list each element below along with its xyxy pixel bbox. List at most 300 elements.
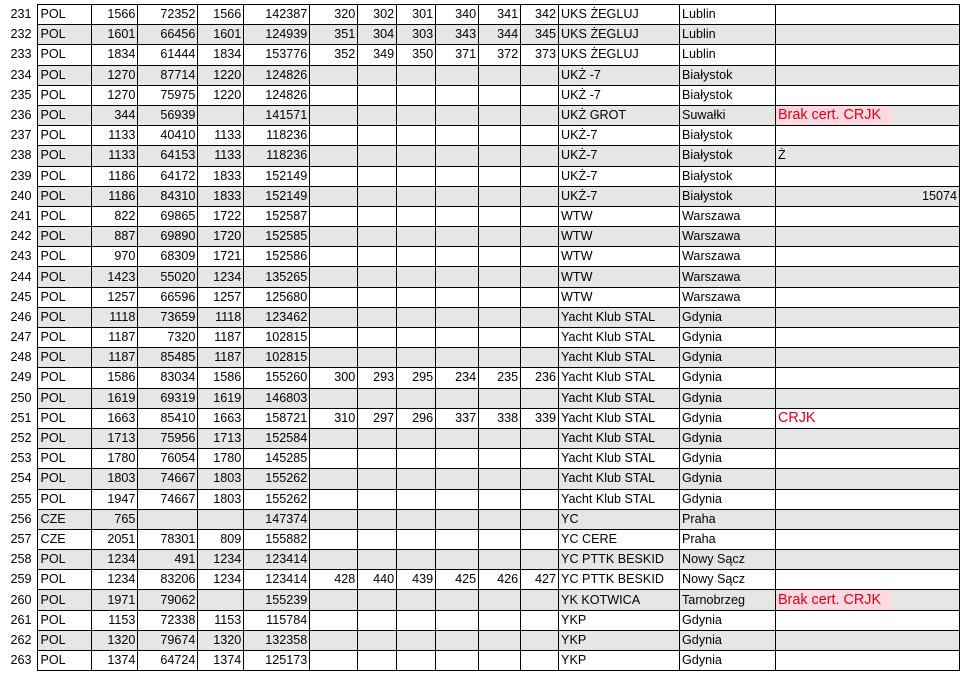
cell-number-d: 155882 (244, 529, 310, 549)
cell-note (775, 348, 891, 368)
cell-number-a: 1133 (92, 146, 138, 166)
cell-val-3 (397, 267, 436, 287)
cell-val-1 (310, 206, 358, 226)
cell-val-3 (397, 206, 436, 226)
cell-val-4 (436, 126, 479, 146)
cell-val-3 (397, 166, 436, 186)
cell-val-6 (521, 287, 559, 307)
cell-number-d: 147374 (244, 509, 310, 529)
cell-country: POL (38, 651, 92, 671)
cell-number-b: 491 (138, 550, 198, 570)
cell-country: POL (38, 307, 92, 327)
cell-number-c: 1803 (198, 489, 244, 509)
cell-val-6: 236 (521, 368, 559, 388)
table-row (0, 550, 960, 570)
table-row (0, 449, 960, 469)
cell-number-d: 152587 (244, 206, 310, 226)
cell-val-3: 303 (397, 25, 436, 45)
cell-number-d: 125173 (244, 651, 310, 671)
cell-city: Gdynia (680, 368, 776, 388)
cell-val-1: 352 (310, 45, 358, 65)
cell-number-c: 1713 (198, 428, 244, 448)
cell-number-c: 1220 (198, 65, 244, 85)
cell-club: YC PTTK BESKID (559, 550, 680, 570)
table-row (0, 267, 960, 287)
cell-val-2 (358, 630, 397, 650)
cell-val-4: 425 (436, 570, 479, 590)
cell-note (775, 85, 891, 105)
cell-val-5: 344 (479, 25, 521, 45)
table-row (0, 348, 960, 368)
cell-club: UKŻ GROT (559, 105, 680, 125)
cell-number-c: 1220 (198, 85, 244, 105)
cell-val-4 (436, 388, 479, 408)
cell-city: Gdynia (680, 610, 776, 630)
cell-val-4: 337 (436, 408, 479, 428)
cell-val-3 (397, 328, 436, 348)
cell-val-4 (436, 227, 479, 247)
cell-extra (891, 368, 959, 388)
cell-note (775, 267, 891, 287)
cell-number-a: 1803 (92, 469, 138, 489)
cell-club: Yacht Klub STAL (559, 388, 680, 408)
cell-val-5 (479, 186, 521, 206)
cell-number-d: 123462 (244, 307, 310, 327)
cell-val-4: 340 (436, 5, 479, 25)
cell-number-a: 1780 (92, 449, 138, 469)
cell-val-1 (310, 247, 358, 267)
row-number: 239 (10, 168, 32, 183)
cell-number-d: 123414 (244, 570, 310, 590)
cell-country: POL (38, 428, 92, 448)
cell-note: Brak cert. CRJK (775, 105, 891, 125)
cell-val-4 (436, 105, 479, 125)
cell-val-2 (358, 388, 397, 408)
cell-extra (891, 105, 959, 125)
cell-val-5 (479, 166, 521, 186)
cell-country: POL (38, 25, 92, 45)
cell-city: Nowy Sącz (680, 550, 776, 570)
cell-note (775, 651, 891, 671)
cell-val-3 (397, 186, 436, 206)
cell-val-6 (521, 85, 559, 105)
cell-val-1: 300 (310, 368, 358, 388)
cell-club: Yacht Klub STAL (559, 348, 680, 368)
cell-country: POL (38, 45, 92, 65)
row-number: 245 (10, 289, 32, 304)
cell-val-4: 371 (436, 45, 479, 65)
cell-val-5 (479, 307, 521, 327)
row-number: 237 (10, 128, 32, 143)
cell-val-3 (397, 227, 436, 247)
cell-number-c: 1586 (198, 368, 244, 388)
cell-number-b: 69319 (138, 388, 198, 408)
cell-number-b: 85485 (138, 348, 198, 368)
cell-val-1 (310, 328, 358, 348)
cell-val-6 (521, 126, 559, 146)
cell-val-6 (521, 509, 559, 529)
cell-club: UKS ŻEGLUJ (559, 45, 680, 65)
cell-country: POL (38, 126, 92, 146)
cell-country: POL (38, 267, 92, 287)
cell-extra (891, 5, 959, 25)
table-row (0, 610, 960, 630)
cell-number-a: 1971 (92, 590, 138, 610)
cell-val-2 (358, 610, 397, 630)
cell-val-3 (397, 651, 436, 671)
row-number: 262 (10, 632, 32, 647)
cell-val-2 (358, 307, 397, 327)
cell-number-b: 64724 (138, 651, 198, 671)
cell-val-2 (358, 146, 397, 166)
cell-val-2 (358, 651, 397, 671)
cell-extra (891, 348, 959, 368)
cell-val-2 (358, 489, 397, 509)
cell-note (775, 166, 891, 186)
cell-val-2: 304 (358, 25, 397, 45)
cell-city: Białystok (680, 85, 776, 105)
cell-number-c: 1133 (198, 146, 244, 166)
cell-number-b: 68309 (138, 247, 198, 267)
cell-val-4 (436, 166, 479, 186)
cell-number-b: 61444 (138, 45, 198, 65)
cell-extra (891, 126, 959, 146)
cell-number-a: 1187 (92, 348, 138, 368)
cell-val-5: 426 (479, 570, 521, 590)
cell-club: Yacht Klub STAL (559, 489, 680, 509)
cell-country: POL (38, 227, 92, 247)
cell-extra (891, 287, 959, 307)
cell-country: POL (38, 610, 92, 630)
cell-val-6 (521, 186, 559, 206)
cell-val-1 (310, 126, 358, 146)
cell-val-4 (436, 328, 479, 348)
cell-number-c (198, 590, 244, 610)
cell-club: YKP (559, 630, 680, 650)
cell-number-d: 124826 (244, 65, 310, 85)
cell-val-6 (521, 206, 559, 226)
cell-extra (891, 247, 959, 267)
cell-city: Warszawa (680, 206, 776, 226)
table-row (0, 5, 960, 25)
cell-number-b: 66596 (138, 287, 198, 307)
cell-val-5 (479, 428, 521, 448)
row-number: 243 (10, 249, 32, 264)
cell-number-b: 74667 (138, 469, 198, 489)
cell-number-c: 1133 (198, 126, 244, 146)
cell-number-d: 152149 (244, 186, 310, 206)
cell-note (775, 186, 891, 206)
table-row (0, 529, 960, 549)
cell-number-b: 55020 (138, 267, 198, 287)
cell-note (775, 227, 891, 247)
cell-val-3 (397, 85, 436, 105)
cell-club: WTW (559, 267, 680, 287)
row-number: 241 (10, 208, 32, 223)
cell-val-1 (310, 428, 358, 448)
cell-val-1 (310, 449, 358, 469)
table-row (0, 85, 960, 105)
cell-number-d: 146803 (244, 388, 310, 408)
cell-val-3 (397, 65, 436, 85)
cell-number-b: 56939 (138, 105, 198, 125)
cell-val-6 (521, 590, 559, 610)
cell-note (775, 469, 891, 489)
cell-val-1 (310, 348, 358, 368)
cell-number-c: 1234 (198, 570, 244, 590)
cell-number-a: 1187 (92, 328, 138, 348)
cell-val-3 (397, 550, 436, 570)
table-row (0, 287, 960, 307)
cell-val-3 (397, 307, 436, 327)
cell-val-6 (521, 348, 559, 368)
cell-number-d: 158721 (244, 408, 310, 428)
cell-number-c: 1374 (198, 651, 244, 671)
cell-val-3 (397, 449, 436, 469)
cell-country: POL (38, 348, 92, 368)
cell-number-d: 102815 (244, 328, 310, 348)
cell-val-2: 293 (358, 368, 397, 388)
cell-city: Warszawa (680, 267, 776, 287)
cell-val-2 (358, 328, 397, 348)
cell-val-6 (521, 449, 559, 469)
cell-val-6 (521, 166, 559, 186)
cell-city: Gdynia (680, 469, 776, 489)
cell-val-6 (521, 227, 559, 247)
cell-val-4 (436, 348, 479, 368)
cell-val-4 (436, 610, 479, 630)
cell-val-1: 351 (310, 25, 358, 45)
cell-val-6 (521, 428, 559, 448)
row-number: 236 (10, 108, 32, 123)
table-row (0, 105, 960, 125)
cell-club: YC (559, 509, 680, 529)
cell-val-5 (479, 590, 521, 610)
cell-extra (891, 651, 959, 671)
cell-number-d: 141571 (244, 105, 310, 125)
cell-number-d: 152149 (244, 166, 310, 186)
table-row (0, 630, 960, 650)
cell-number-c: 1601 (198, 25, 244, 45)
cell-city: Warszawa (680, 227, 776, 247)
cell-val-2: 297 (358, 408, 397, 428)
row-number: 251 (10, 410, 32, 425)
cell-club: WTW (559, 247, 680, 267)
cell-val-5 (479, 65, 521, 85)
cell-country: POL (38, 550, 92, 570)
cell-country: POL (38, 105, 92, 125)
cell-val-5: 235 (479, 368, 521, 388)
cell-note (775, 630, 891, 650)
cell-val-5: 372 (479, 45, 521, 65)
cell-country: POL (38, 630, 92, 650)
cell-city: Gdynia (680, 307, 776, 327)
cell-country: POL (38, 449, 92, 469)
table-row (0, 509, 960, 529)
cell-extra (891, 227, 959, 247)
cell-val-3 (397, 469, 436, 489)
cell-note (775, 550, 891, 570)
table-row (0, 590, 960, 610)
cell-val-3: 301 (397, 5, 436, 25)
cell-extra (891, 25, 959, 45)
cell-extra (891, 630, 959, 650)
cell-club: Yacht Klub STAL (559, 307, 680, 327)
cell-city: Białystok (680, 186, 776, 206)
cell-val-4 (436, 449, 479, 469)
cell-number-a: 822 (92, 206, 138, 226)
cell-city: Białystok (680, 146, 776, 166)
cell-val-5 (479, 227, 521, 247)
cell-val-2: 302 (358, 5, 397, 25)
cell-number-c: 809 (198, 529, 244, 549)
cell-val-6 (521, 65, 559, 85)
cell-val-1 (310, 267, 358, 287)
cell-club: UKŻ-7 (559, 186, 680, 206)
cell-number-c: 1834 (198, 45, 244, 65)
table-row (0, 206, 960, 226)
cell-number-b: 79062 (138, 590, 198, 610)
cell-val-1 (310, 651, 358, 671)
cell-number-d: 132358 (244, 630, 310, 650)
cell-number-b: 84310 (138, 186, 198, 206)
cell-extra (891, 307, 959, 327)
cell-val-1: 320 (310, 5, 358, 25)
cell-note (775, 45, 891, 65)
cell-extra (891, 469, 959, 489)
cell-number-a: 1234 (92, 570, 138, 590)
cell-number-d: 145285 (244, 449, 310, 469)
cell-number-b: 69890 (138, 227, 198, 247)
cell-val-6: 345 (521, 25, 559, 45)
cell-number-b: 83034 (138, 368, 198, 388)
cell-number-c: 1833 (198, 166, 244, 186)
cell-val-1: 310 (310, 408, 358, 428)
cell-club: UKS ŻEGLUJ (559, 25, 680, 45)
cell-val-6 (521, 651, 559, 671)
cell-number-b: 72338 (138, 610, 198, 630)
cell-club: Yacht Klub STAL (559, 368, 680, 388)
cell-val-2 (358, 206, 397, 226)
cell-extra (891, 388, 959, 408)
cell-val-1 (310, 529, 358, 549)
cell-city: Warszawa (680, 247, 776, 267)
cell-note (775, 428, 891, 448)
cell-number-d: 124826 (244, 85, 310, 105)
cell-club: WTW (559, 206, 680, 226)
cell-number-c (198, 509, 244, 529)
cell-note (775, 206, 891, 226)
cell-val-2 (358, 105, 397, 125)
table-row (0, 570, 960, 590)
cell-number-c: 1234 (198, 550, 244, 570)
row-number: 233 (10, 47, 32, 62)
cell-number-a: 1713 (92, 428, 138, 448)
data-table (0, 4, 960, 671)
cell-val-2 (358, 267, 397, 287)
cell-val-6 (521, 247, 559, 267)
cell-number-c: 1118 (198, 307, 244, 327)
table-row (0, 146, 960, 166)
cell-number-d: 155260 (244, 368, 310, 388)
cell-country: POL (38, 489, 92, 509)
cell-val-2 (358, 247, 397, 267)
cell-val-5 (479, 85, 521, 105)
cell-val-5 (479, 529, 521, 549)
cell-val-4 (436, 247, 479, 267)
cell-val-4 (436, 307, 479, 327)
cell-val-2: 349 (358, 45, 397, 65)
cell-number-a: 1186 (92, 186, 138, 206)
row-number: 263 (10, 653, 32, 668)
cell-val-4 (436, 550, 479, 570)
cell-city: Nowy Sącz (680, 570, 776, 590)
cell-club: YC PTTK BESKID (559, 570, 680, 590)
cell-city: Gdynia (680, 328, 776, 348)
cell-club: WTW (559, 227, 680, 247)
cell-number-a: 1663 (92, 408, 138, 428)
row-number: 253 (10, 451, 32, 466)
cell-number-a: 1586 (92, 368, 138, 388)
cell-val-2 (358, 287, 397, 307)
cell-club: YC CERE (559, 529, 680, 549)
cell-city: Lublin (680, 45, 776, 65)
cell-number-a: 344 (92, 105, 138, 125)
cell-club: UKŻ-7 (559, 146, 680, 166)
cell-note (775, 126, 891, 146)
cell-number-c: 1187 (198, 328, 244, 348)
cell-number-b: 85410 (138, 408, 198, 428)
cell-note (775, 509, 891, 529)
cell-country: POL (38, 166, 92, 186)
cell-val-3 (397, 146, 436, 166)
row-number: 257 (10, 531, 32, 546)
cell-val-3 (397, 388, 436, 408)
cell-country: POL (38, 186, 92, 206)
cell-val-4 (436, 85, 479, 105)
cell-city: Gdynia (680, 428, 776, 448)
cell-number-c: 1722 (198, 206, 244, 226)
cell-val-6 (521, 146, 559, 166)
cell-val-2 (358, 550, 397, 570)
table-row (0, 651, 960, 671)
cell-number-d: 142387 (244, 5, 310, 25)
cell-val-5 (479, 206, 521, 226)
table-row (0, 247, 960, 267)
cell-val-4 (436, 287, 479, 307)
cell-val-5 (479, 247, 521, 267)
cell-country: POL (38, 328, 92, 348)
table-row (0, 227, 960, 247)
row-number: 255 (10, 491, 32, 506)
cell-val-5 (479, 651, 521, 671)
cell-val-2 (358, 469, 397, 489)
cell-city: Gdynia (680, 449, 776, 469)
cell-val-1 (310, 85, 358, 105)
cell-val-6 (521, 388, 559, 408)
cell-number-d: 123414 (244, 550, 310, 570)
cell-val-5: 338 (479, 408, 521, 428)
cell-extra (891, 570, 959, 590)
cell-val-3 (397, 509, 436, 529)
cell-val-1 (310, 550, 358, 570)
cell-extra (891, 206, 959, 226)
cell-val-4 (436, 206, 479, 226)
cell-val-1 (310, 227, 358, 247)
cell-extra (891, 166, 959, 186)
cell-note (775, 247, 891, 267)
cell-val-4 (436, 428, 479, 448)
